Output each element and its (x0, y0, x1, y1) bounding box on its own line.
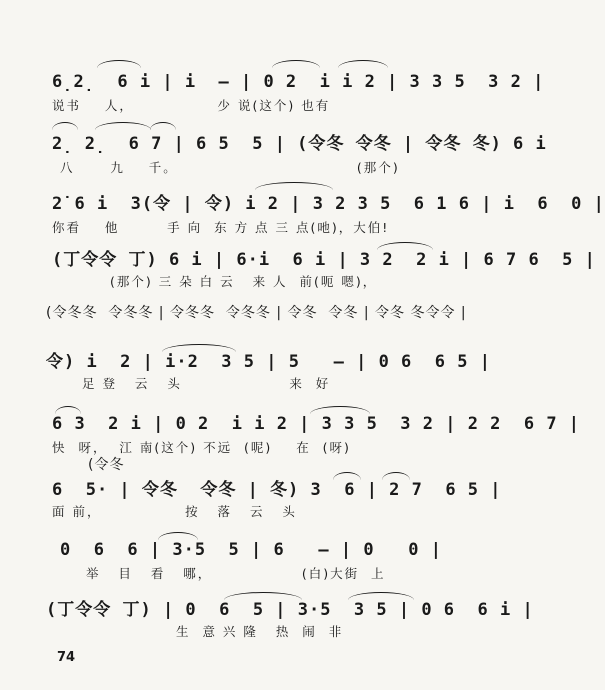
slur (272, 60, 320, 68)
slur (338, 60, 388, 68)
slur (377, 242, 433, 250)
slur (52, 122, 78, 130)
lyric-line: 足 登 云 头 来 好 (82, 376, 331, 391)
lyric-line: 你看 他 手 向 东 方 点 三 点(吔)，大伯! (52, 220, 390, 235)
notation-line: (丁令令 丁) | 0 6 5 | 3·5 3 5 | 0 6 6 i | (46, 600, 534, 620)
lyric-line: 生 意 兴 隆 热 闹 非 (176, 624, 344, 639)
notation-line: (丁令令 丁) 6 i | 6·i 6 i | 3 2 2 i | 6 7 6 5 | (52, 250, 596, 270)
slur (158, 532, 198, 540)
slur (55, 406, 81, 414)
slur (348, 592, 414, 600)
lyric-line: (那个) 三 朵 白 云 来 人 前(呃 嗯)， (110, 274, 378, 289)
lyric-line: 八 九 千。 (那个) (60, 160, 400, 175)
lyric-line: 举 目 看 哪， (白)大街 上 (86, 566, 386, 581)
notation-line: 0 6 6 | 3·5 5 | 6 — | 0 0 | (60, 540, 442, 560)
notation-line: 6 5· | 令冬 令冬 | 冬) 3 6 | 2 7 6 5 | (52, 480, 502, 500)
slur (224, 592, 302, 600)
slur (333, 472, 361, 480)
slur (95, 122, 151, 130)
lyric-line: 面 前， 按 落 云 头 (52, 504, 297, 519)
notation-line: 6 3 2 i | 0 2 i i 2 | 3 3 5 3 2 | 2 2 6 7 | (52, 414, 581, 434)
slur (150, 122, 176, 130)
notation-line: 令) i 2 | i·2 3 5 | 5 — | 0 6 6 5 | (46, 352, 491, 372)
lyric-line: 说书 人， 少 说(这个) 也有 (52, 98, 331, 113)
page-number: 74 (57, 650, 76, 665)
lyric-line: 快 呀， 江 南(这个) 不远 (呢) 在 (呀) (52, 440, 351, 455)
slur (382, 472, 410, 480)
notation-line: 2̣ 2̣ 6 7 | 6 5 5 | (令冬 令冬 | 令冬 冬) 6 i (52, 134, 547, 154)
percussion-line: (令冬冬 令冬冬 | 令冬冬 令冬冬 | 令冬 令冬 | 令冬 冬令令 | (46, 305, 467, 321)
notation-line: 6̣2̣ 6 i | i — | 0 2 i i 2 | 3 3 5 3 2 | (52, 72, 545, 92)
slur (310, 406, 370, 414)
slur (255, 182, 333, 190)
notation-line: 2̇ 6 i 3(令 | 令) i 2 | 3 2 3 5 6 1 6 | i 6 0 | (52, 194, 605, 214)
percussion-prefix: (令冬 (88, 457, 125, 473)
slur (97, 60, 141, 68)
slur (162, 344, 236, 352)
